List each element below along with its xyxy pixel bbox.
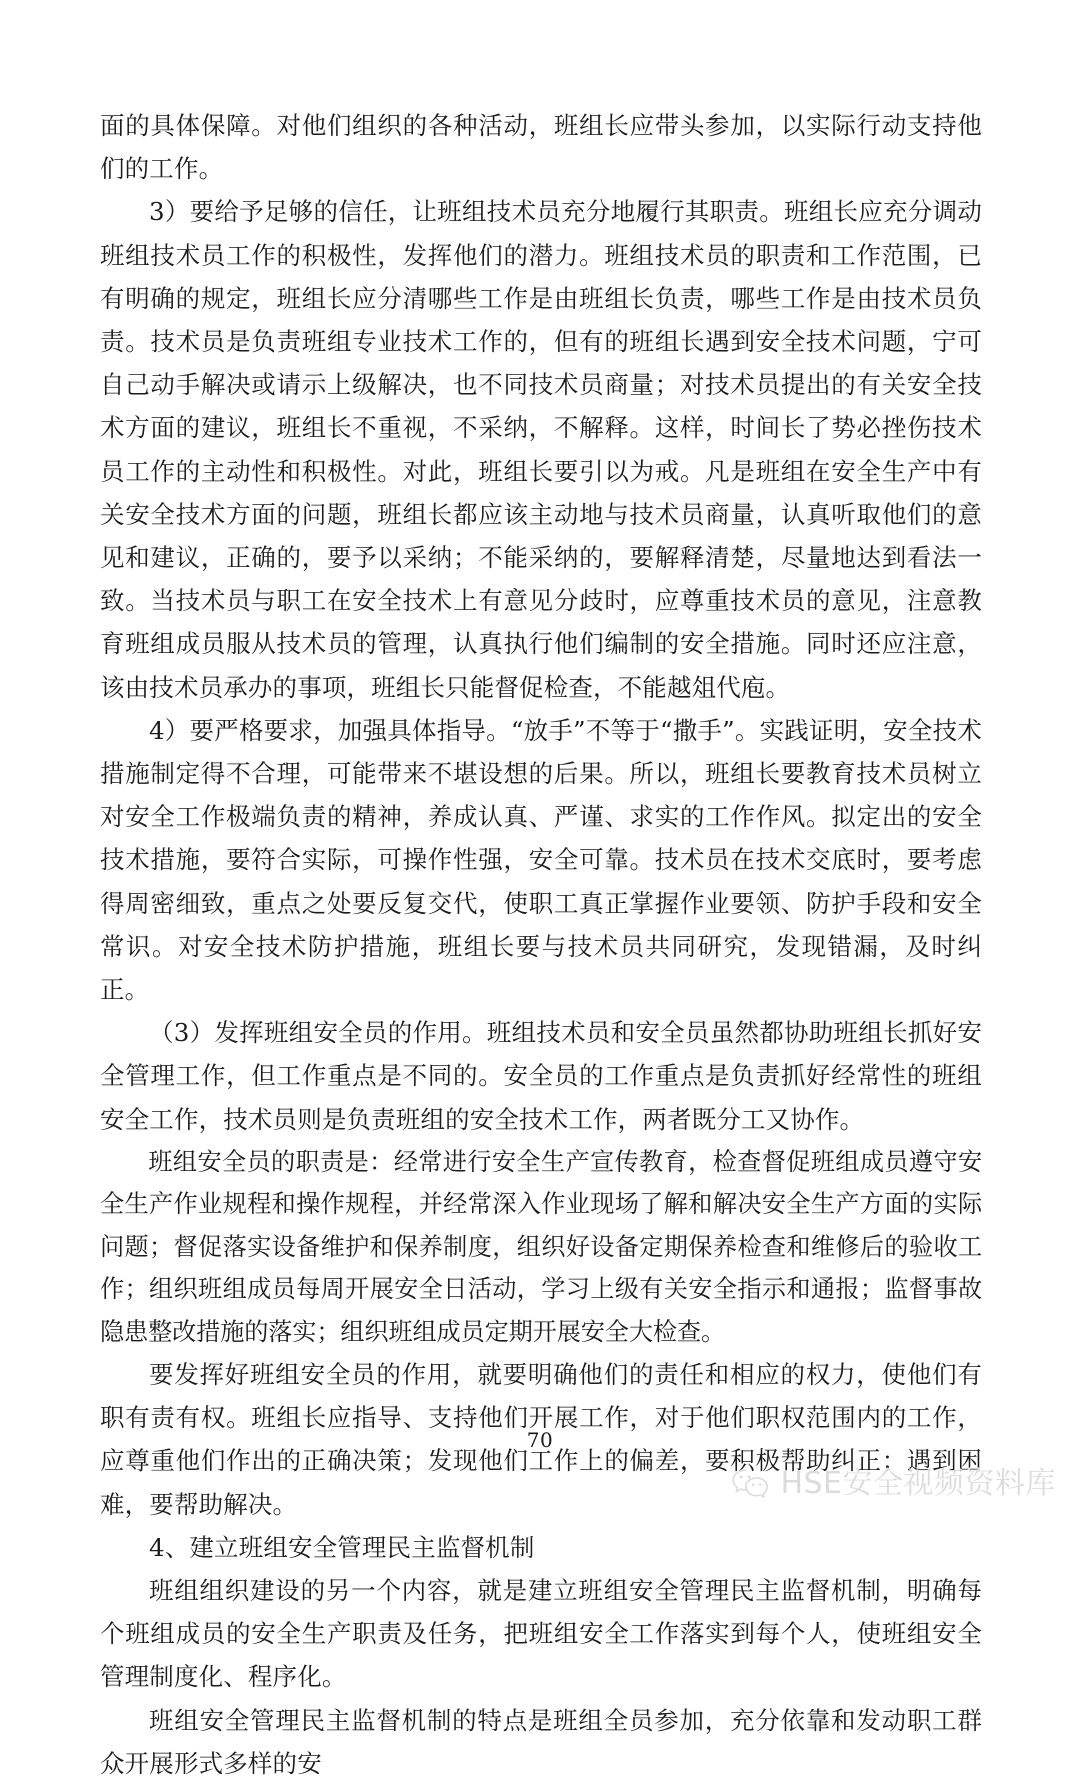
paragraph: （3）发挥班组安全员的作用。班组技术员和安全员虽然都协助班组长抓好安全管理工作，但工作重点是不同的。安全员的工作重点是负责抓好经常性的班组安全工作，技术员则是负责班组的安全技术工作，两者既分工又协作。 xyxy=(100,1018,982,1134)
section-heading: 4、建立班组安全管理民主监督机制 xyxy=(149,1532,535,1562)
paragraph: 3）要给予足够的信任，让班组技术员充分地履行其职责。班组长应充分调动班组技术员工作的积极性，发挥他们的潜力。班组技术员的职责和工作范围，已有明确的规定，班组长应分清哪些工作是由班组长负责，哪些工作是由技术员负责。技术员是负责班组专业技术工作的，但有的班组长遇到安全技术问题，宁可自己动手解决或请示上级解决，也不同技术员商量；对技术员提出的有关安全技术方面的建议，班组长不重视，不采纳，不解释。这样，时间长了势必挫伤技术员工作的主动性和积极性。对此，班组长要引以为戒。凡是班组在安全生产中有关安全技术方面的问题，班组长都应该主动地与技术员商量，认真听取他们的意见和建议，正确的，要予以采纳；不能采纳的，要解释清楚，尽量地达到看法一致。当技术员与职工在安全技术上有意见分歧时，应尊重技术员的意见，注意教育班组成员服从技术员的管理，认真执行他们编制的安全措施。同时还应注意，该由技术员承办的事项，班组长只能督促检查，不能越俎代庖。 xyxy=(100,197,982,702)
paragraph: 班组组织建设的另一个内容，就是建立班组安全管理民主监督机制，明确每个班组成员的安全生产职责及任务，把班组安全工作落实到每个人，使班组安全管理制度化、程序化。 xyxy=(100,1575,982,1692)
paragraph: 4）要严格要求，加强具体指导。“放手”不等于“撒手”。实践证明，安全技术措施制定得不合理，可能带来不堪设想的后果。所以，班组长要教育技术员树立对安全工作极端负责的精神，养成认真、严谨、求实的工作作风。拟定出的安全技术措施，要符合实际，可操作性强，安全可靠。技术员在技术交底时，要考虑得周密细致，重点之处要反复交代，使职工真正掌握作业要领、防护手段和安全常识。对安全技术防护措施，班组长要与技术员共同研究，发现错漏，及时纠正。 xyxy=(100,715,982,1005)
page-number: 70 xyxy=(526,1428,554,1452)
document-body xyxy=(100,104,982,1785)
paragraph: 要发挥好班组安全员的作用，就要明确他们的责任和相应的权力，使他们有职有责有权。班组长应指导、支持他们开展工作，对于他们职权范围内的工作，应尊重他们作出的正确决策；发现他们工作上的偏差，要积极帮助纠正；遇到困难，要帮助解决。 xyxy=(100,1359,982,1519)
paragraph: 班组安全管理民主监督机制的特点是班组全员参加，充分依靠和发动职工群众开展形式多样的安 xyxy=(100,1705,982,1778)
paragraph: 班组安全员的职责是：经常进行安全生产宣传教育，检查督促班组成员遵守安全生产作业规程和操作规程，并经常深入作业现场了解和解决安全生产方面的实际问题；督促落实设备维护和保养制度，组织好设备定期保养检查和维修后的验收工作；组织班组成员每周开展安全日活动，学习上级有关安全指示和通报；监督事故隐患整改措施的落实；组织班组成员定期开展安全大检查。 xyxy=(100,1147,982,1346)
watermark-label: HSE安全视频资料库 xyxy=(780,1466,1056,1501)
paragraph: 面的具体保障。对他们组织的各种活动，班组长应带头参加，以实际行动支持他们的工作。 xyxy=(100,111,982,184)
